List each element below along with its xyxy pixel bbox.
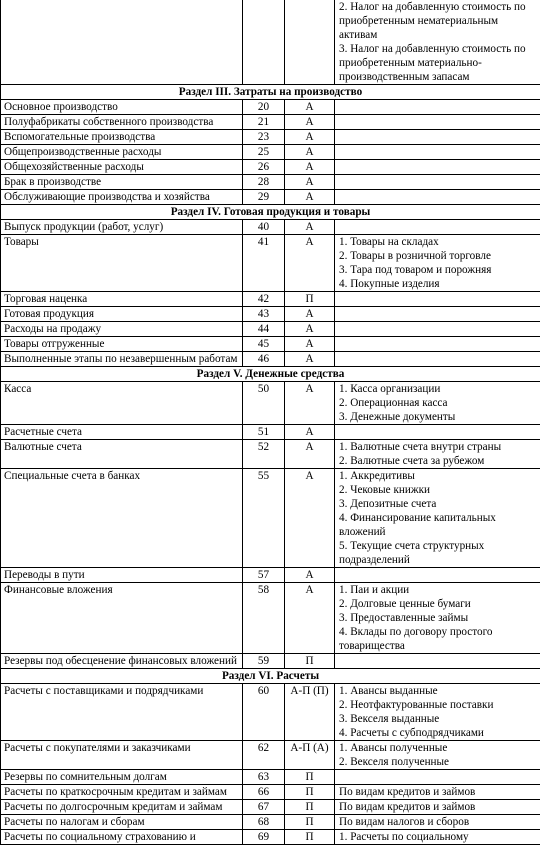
account-code: 69 bbox=[243, 830, 285, 845]
account-code: 29 bbox=[243, 190, 285, 205]
account-row bbox=[1, 352, 540, 367]
subaccounts-cell bbox=[335, 425, 540, 440]
section-title: Раздел VI. Расчеты bbox=[1, 669, 540, 684]
subaccount-item: По видам кредитов и займов bbox=[339, 801, 476, 813]
subaccounts-cell bbox=[335, 235, 540, 292]
account-row bbox=[1, 0, 540, 85]
subaccount-item: 5. Текущие счета структурных подразделений bbox=[339, 540, 485, 566]
account-type: А bbox=[285, 115, 335, 130]
account-name: Вспомогательные производства bbox=[1, 130, 243, 145]
subaccounts-cell bbox=[335, 337, 540, 352]
account-name: Расчеты по долгосрочным кредитам и займам bbox=[1, 800, 243, 815]
account-name: Специальные счета в банках bbox=[1, 469, 243, 568]
account-row bbox=[1, 425, 540, 440]
account-type: А-П (П) bbox=[285, 684, 335, 741]
account-code: 43 bbox=[243, 307, 285, 322]
account-type: А bbox=[285, 220, 335, 235]
account-name: Расходы на продажу bbox=[1, 322, 243, 337]
account-code: 67 bbox=[243, 800, 285, 815]
account-name: Выполненные этапы по незавершенным работам bbox=[1, 352, 243, 367]
account-name: Общепроизводственные расходы bbox=[1, 145, 243, 160]
account-code: 44 bbox=[243, 322, 285, 337]
subaccount-item: 2. Долговые ценные бумаги bbox=[339, 598, 471, 610]
account-row bbox=[1, 568, 540, 583]
account-row bbox=[1, 145, 540, 160]
account-row bbox=[1, 130, 540, 145]
account-row bbox=[1, 830, 540, 845]
account-name: Расчеты по краткосрочным кредитам и займам bbox=[1, 785, 243, 800]
account-code: 23 bbox=[243, 130, 285, 145]
subaccounts-cell bbox=[335, 684, 540, 741]
subaccount-item: 1. Авансы полученные bbox=[339, 742, 448, 754]
subaccount-item: 4. Покупные изделия bbox=[339, 278, 440, 290]
account-name: Выпуск продукции (работ, услуг) bbox=[1, 220, 243, 235]
account-name: Полуфабрикаты собственного производства bbox=[1, 115, 243, 130]
subaccount-item: 1. Авансы выданные bbox=[339, 685, 438, 697]
section-header-row bbox=[1, 205, 540, 220]
subaccount-item: 1. Товары на складах bbox=[339, 236, 439, 248]
account-name: Расчеты по социальному страхованию и bbox=[1, 830, 243, 845]
account-row bbox=[1, 220, 540, 235]
subaccounts-cell bbox=[335, 800, 540, 815]
account-row bbox=[1, 175, 540, 190]
section-header-row bbox=[1, 367, 540, 382]
subaccount-item: 3. Предоставленные займы bbox=[339, 612, 469, 624]
subaccount-item: 2. Операционная касса bbox=[339, 397, 448, 409]
subaccount-item: 2. Векселя полученные bbox=[339, 756, 450, 768]
account-name: Основное производство bbox=[1, 100, 243, 115]
account-code: 21 bbox=[243, 115, 285, 130]
account-type: А bbox=[285, 322, 335, 337]
account-code: 66 bbox=[243, 785, 285, 800]
account-type: А bbox=[285, 307, 335, 322]
account-code: 41 bbox=[243, 235, 285, 292]
account-name: Расчетные счета bbox=[1, 425, 243, 440]
account-code: 40 bbox=[243, 220, 285, 235]
account-row bbox=[1, 654, 540, 669]
account-row bbox=[1, 440, 540, 469]
account-type: А bbox=[285, 568, 335, 583]
subaccount-item: 1. Валютные счета внутри страны bbox=[339, 441, 502, 453]
account-name: Расчеты с поставщиками и подрядчиками bbox=[1, 684, 243, 741]
account-code: 63 bbox=[243, 770, 285, 785]
account-type: А bbox=[285, 235, 335, 292]
account-name: Резервы под обесценение финансовых вложений bbox=[1, 654, 243, 669]
subaccount-item: 2. Товары в розничной торговле bbox=[339, 250, 491, 262]
account-code: 46 bbox=[243, 352, 285, 367]
subaccounts-cell bbox=[335, 307, 540, 322]
account-row bbox=[1, 235, 540, 292]
account-type bbox=[285, 0, 335, 85]
subaccounts-cell bbox=[335, 322, 540, 337]
account-code: 58 bbox=[243, 583, 285, 654]
account-code: 62 bbox=[243, 741, 285, 770]
account-code: 28 bbox=[243, 175, 285, 190]
account-name: Расчеты по налогам и сборам bbox=[1, 815, 243, 830]
account-name: Торговая наценка bbox=[1, 292, 243, 307]
account-type: А bbox=[285, 100, 335, 115]
account-name: Готовая продукция bbox=[1, 307, 243, 322]
account-code: 45 bbox=[243, 337, 285, 352]
account-code: 51 bbox=[243, 425, 285, 440]
subaccount-item: 4. Финансирование капитальных вложений bbox=[339, 512, 496, 538]
subaccounts-cell bbox=[335, 815, 540, 830]
account-code: 26 bbox=[243, 160, 285, 175]
subaccounts-cell bbox=[335, 190, 540, 205]
subaccounts-cell bbox=[335, 292, 540, 307]
account-type: А bbox=[285, 190, 335, 205]
subaccounts-cell bbox=[335, 440, 540, 469]
account-row bbox=[1, 292, 540, 307]
subaccounts-cell bbox=[335, 0, 540, 85]
account-row bbox=[1, 770, 540, 785]
account-row bbox=[1, 741, 540, 770]
subaccounts-cell bbox=[335, 352, 540, 367]
account-row bbox=[1, 337, 540, 352]
account-row bbox=[1, 100, 540, 115]
subaccount-item: 3. Тара под товаром и порожняя bbox=[339, 264, 492, 276]
subaccounts-cell bbox=[335, 654, 540, 669]
account-code: 55 bbox=[243, 469, 285, 568]
account-name: Валютные счета bbox=[1, 440, 243, 469]
account-row bbox=[1, 815, 540, 830]
account-name: Брак в производстве bbox=[1, 175, 243, 190]
subaccount-item: 3. Налог на добавленную стоимость по приобретенным материально-производственным запасам bbox=[339, 43, 526, 83]
account-name: Финансовые вложения bbox=[1, 583, 243, 654]
subaccount-item: 1. Аккредитивы bbox=[339, 470, 415, 482]
account-type: П bbox=[285, 770, 335, 785]
account-type: А bbox=[285, 337, 335, 352]
account-name bbox=[1, 0, 243, 85]
subaccount-item: 4. Вклады по договору простого товарищества bbox=[339, 626, 493, 652]
account-name: Касса bbox=[1, 382, 243, 425]
account-type: П bbox=[285, 785, 335, 800]
account-type: А bbox=[285, 382, 335, 425]
subaccount-item: 2. Неотфактурованные поставки bbox=[339, 699, 494, 711]
subaccounts-cell bbox=[335, 130, 540, 145]
account-type: А bbox=[285, 352, 335, 367]
account-type: А bbox=[285, 425, 335, 440]
account-row bbox=[1, 322, 540, 337]
account-type: А bbox=[285, 130, 335, 145]
section-title: Раздел IV. Готовая продукция и товары bbox=[1, 205, 540, 220]
account-type: П bbox=[285, 830, 335, 845]
account-name: Товары bbox=[1, 235, 243, 292]
subaccounts-cell bbox=[335, 100, 540, 115]
section-header-row bbox=[1, 669, 540, 684]
account-code: 68 bbox=[243, 815, 285, 830]
account-code: 52 bbox=[243, 440, 285, 469]
subaccount-item: 2. Налог на добавленную стоимость по приобретенным нематериальным активам bbox=[339, 1, 526, 41]
subaccounts-cell bbox=[335, 568, 540, 583]
account-row bbox=[1, 307, 540, 322]
account-name: Общехозяйственные расходы bbox=[1, 160, 243, 175]
account-type: А-П (А) bbox=[285, 741, 335, 770]
section-title: Раздел III. Затраты на производство bbox=[1, 85, 540, 100]
subaccount-item: 4. Расчеты с субподрядчиками bbox=[339, 727, 484, 739]
subaccount-item: 3. Векселя выданные bbox=[339, 713, 440, 725]
account-type: А bbox=[285, 160, 335, 175]
subaccounts-cell bbox=[335, 175, 540, 190]
account-code bbox=[243, 0, 285, 85]
account-row bbox=[1, 469, 540, 568]
subaccounts-cell bbox=[335, 785, 540, 800]
account-row bbox=[1, 115, 540, 130]
account-type: А bbox=[285, 583, 335, 654]
subaccount-item: 1. Касса организации bbox=[339, 383, 441, 395]
account-name: Резервы по сомнительным долгам bbox=[1, 770, 243, 785]
subaccount-item: По видам налогов и сборов bbox=[339, 816, 470, 828]
subaccount-item: По видам кредитов и займов bbox=[339, 786, 476, 798]
subaccounts-cell bbox=[335, 583, 540, 654]
account-type: П bbox=[285, 654, 335, 669]
subaccount-item: 3. Депозитные счета bbox=[339, 498, 437, 510]
account-type: А bbox=[285, 469, 335, 568]
account-type: А bbox=[285, 440, 335, 469]
account-type: А bbox=[285, 175, 335, 190]
account-code: 42 bbox=[243, 292, 285, 307]
account-code: 60 bbox=[243, 684, 285, 741]
account-code: 25 bbox=[243, 145, 285, 160]
subaccount-item: 2. Валютные счета за рубежом bbox=[339, 455, 485, 467]
account-row bbox=[1, 160, 540, 175]
account-type: П bbox=[285, 800, 335, 815]
account-type: П bbox=[285, 815, 335, 830]
account-code: 50 bbox=[243, 382, 285, 425]
subaccount-item: 1. Паи и акции bbox=[339, 584, 410, 596]
account-code: 57 bbox=[243, 568, 285, 583]
subaccounts-cell bbox=[335, 220, 540, 235]
subaccounts-cell bbox=[335, 115, 540, 130]
account-code: 20 bbox=[243, 100, 285, 115]
account-type: П bbox=[285, 292, 335, 307]
subaccounts-cell bbox=[335, 145, 540, 160]
account-type: А bbox=[285, 145, 335, 160]
section-header-row bbox=[1, 85, 540, 100]
account-row bbox=[1, 800, 540, 815]
subaccount-item: 1. Расчеты по социальному bbox=[339, 831, 469, 843]
account-name: Товары отгруженные bbox=[1, 337, 243, 352]
account-row bbox=[1, 382, 540, 425]
account-name: Расчеты с покупателями и заказчиками bbox=[1, 741, 243, 770]
subaccounts-cell bbox=[335, 160, 540, 175]
subaccounts-cell bbox=[335, 741, 540, 770]
account-code: 59 bbox=[243, 654, 285, 669]
account-name: Переводы в пути bbox=[1, 568, 243, 583]
subaccount-item: 3. Денежные документы bbox=[339, 411, 456, 423]
subaccounts-cell bbox=[335, 382, 540, 425]
account-name: Обслуживающие производства и хозяйства bbox=[1, 190, 243, 205]
subaccounts-cell bbox=[335, 770, 540, 785]
table-body bbox=[1, 0, 540, 845]
account-row bbox=[1, 190, 540, 205]
account-row bbox=[1, 785, 540, 800]
subaccount-item: 2. Чековые книжки bbox=[339, 484, 431, 496]
account-row bbox=[1, 684, 540, 741]
subaccounts-cell bbox=[335, 469, 540, 568]
section-title: Раздел V. Денежные средства bbox=[1, 367, 540, 382]
subaccounts-cell bbox=[335, 830, 540, 845]
account-row bbox=[1, 583, 540, 654]
